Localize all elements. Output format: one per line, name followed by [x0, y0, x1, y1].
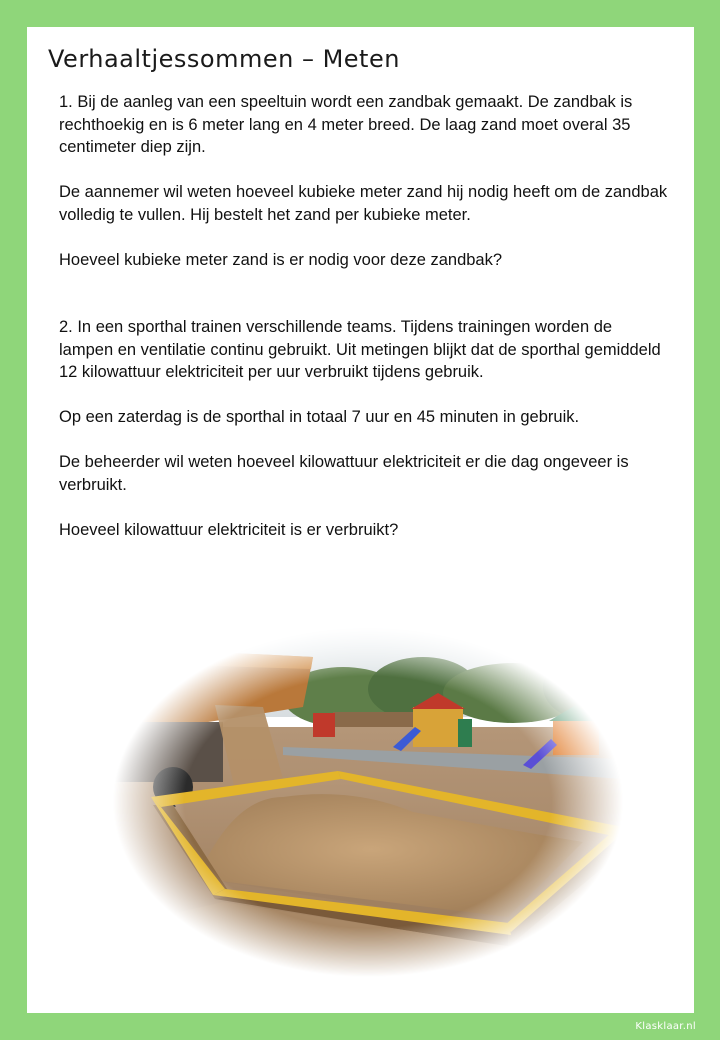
- sandbox-photo: [113, 627, 623, 977]
- brand-watermark: Klasklaar.nl: [635, 1021, 696, 1032]
- problem-1-question: Hoeveel kubieke meter zand is er nodig voor deze zandbak?: [59, 250, 503, 269]
- worksheet-text: [59, 91, 669, 564]
- problem-2-context: De beheerder wil weten hoeveel kilowattuur elektriciteit er die dag ongeveer is verbruikt.: [59, 453, 629, 494]
- problem-2-usage: Op een zaterdag is de sporthal in totaal 7 uur en 45 minuten in gebruik.: [59, 408, 580, 426]
- problem-1-intro: 1. Bij de aanleg van een speeltuin wordt een zandbak gemaakt. De zandbak is rechthoekig en is 6 meter lang en 4 meter breed. De laag zand moet overal 35 centimeter diep zijn.: [59, 93, 633, 156]
- problem-1-context: De aannemer wil weten hoeveel kubieke meter zand hij nodig heeft om de zandbak volledig te vullen. Hij bestelt het zand per kubieke meter.: [59, 183, 668, 224]
- problem-2-question: Hoeveel kilowattuur elektriciteit is er verbruikt?: [59, 520, 399, 539]
- problem-2-intro: 2. In een sporthal trainen verschillende teams. Tijdens trainingen worden de lampen en ventilatie continu gebruikt. Uit metingen blijkt dat de sporthal gemiddeld 12 kilowattuur elektriciteit per uur verbruikt tijdens gebruik.: [59, 318, 661, 381]
- worksheet-card: [27, 27, 694, 1013]
- page-title: Verhaaltjessommen – Meten: [48, 45, 400, 73]
